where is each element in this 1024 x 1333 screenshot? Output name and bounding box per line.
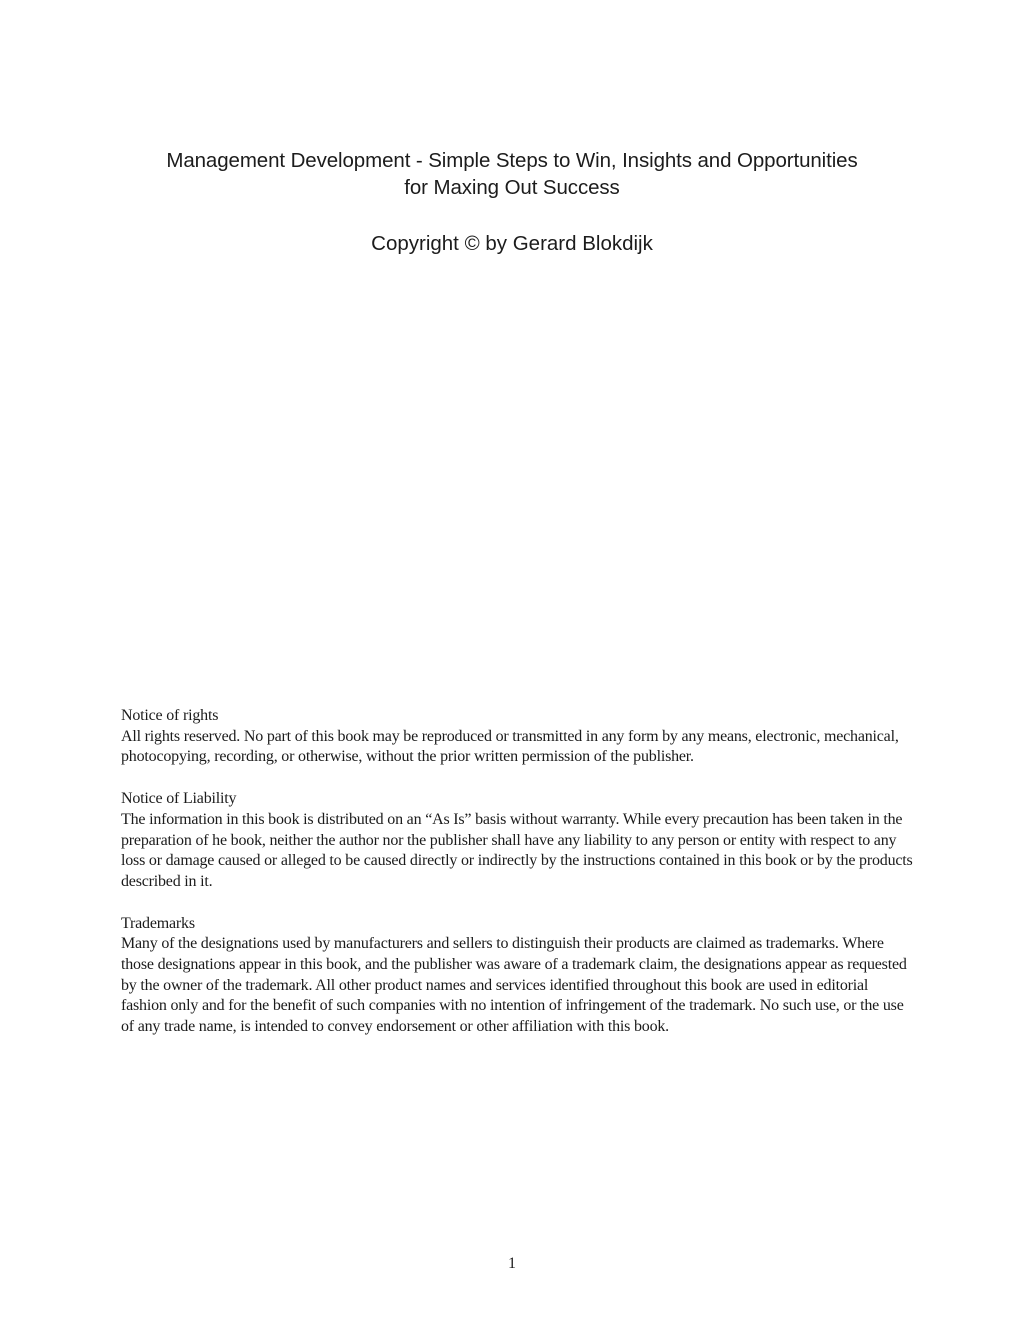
section-notice-of-rights <box>121 706 913 768</box>
notice-of-rights-body: All rights reserved. No part of this book may be reproduced or transmitted in any form by any means, electronic, mechanical, photocopying, recording, or otherwise, without the prior written permission of the publisher. <box>121 727 899 766</box>
notice-of-liability-body: The information in this book is distributed on an “As Is” basis without warranty. While every precaution has been taken in the preparation of he book, neither the author nor the publisher shall have any liability to any person or entity with respect to any loss or damage caused or alleged to be caused directly or indirectly by the instructions contained in this book or by the products described in it. <box>121 810 913 890</box>
section-notice-of-liability <box>121 789 913 893</box>
copyright-line: Copyright © by Gerard Blokdijk <box>371 232 653 255</box>
book-title-line-2: for Maxing Out Success <box>404 176 620 199</box>
book-title-line-1: Management Development - Simple Steps to Win, Insights and Opportunities <box>166 149 858 172</box>
trademarks-heading: Trademarks <box>121 914 195 932</box>
page-footer <box>0 1255 1024 1273</box>
section-trademarks <box>121 914 913 1038</box>
notice-of-liability-heading: Notice of Liability <box>121 790 237 808</box>
notice-of-rights-heading: Notice of rights <box>121 707 219 724</box>
legal-notices <box>121 706 913 1059</box>
book-title <box>0 147 1024 201</box>
trademarks-body: Many of the designations used by manufacturers and sellers to distinguish their products are claimed as trademarks. Where those designations appear in this book, and the publisher was aware of a trademark claim, the designations appear as requested by the owner of the trademark. All other product names and services identified throughout this book are used in editorial fashion only and for the benefit of such companies with no intention of infringement of the trademark. No such use, or the use of any trade name, is intended to convey endorsement or other affiliation with this book. <box>121 935 907 1036</box>
page-number: 1 <box>508 1255 516 1272</box>
book-title-block <box>0 147 1024 257</box>
